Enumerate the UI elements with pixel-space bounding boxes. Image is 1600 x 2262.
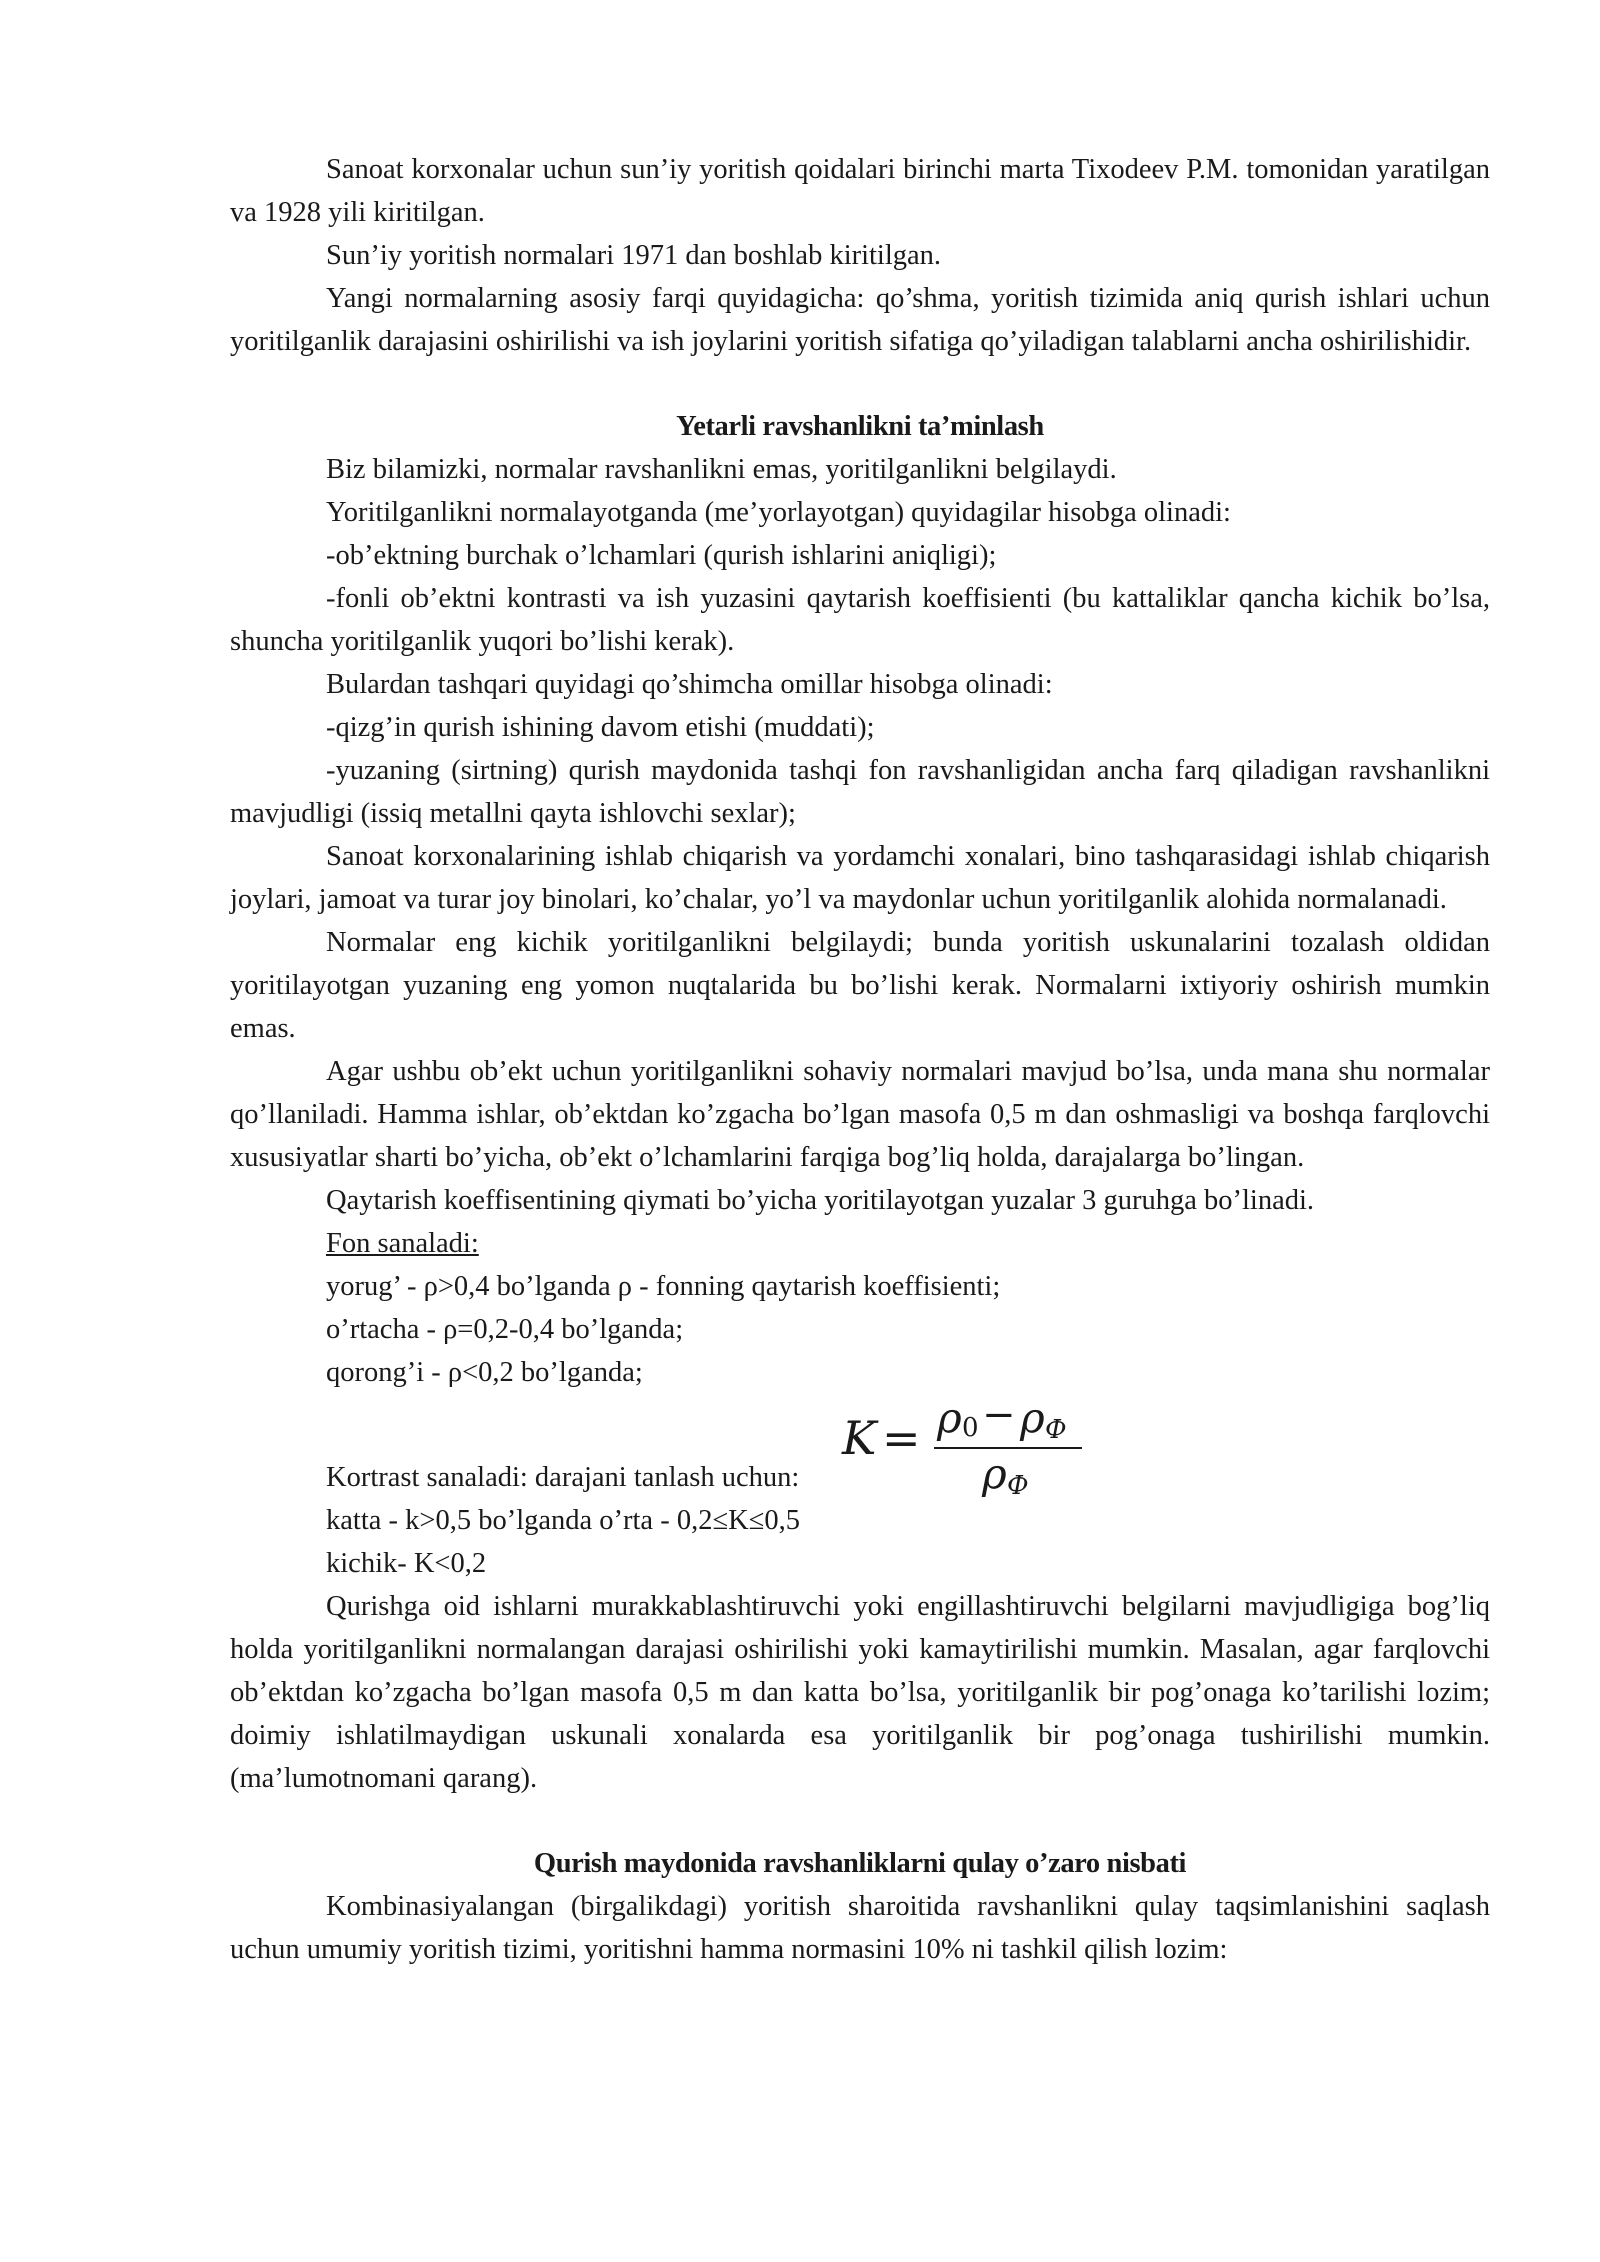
- formula-eq: =: [882, 1411, 921, 1465]
- section-heading: Yetarli ravshanlikni ta’minlash: [676, 411, 1044, 442]
- formula-num-rho: ρ: [937, 1393, 962, 1442]
- fon-label: Fon sanaladi:: [326, 1228, 479, 1259]
- formula-num-subf: Ф: [1045, 1415, 1067, 1445]
- paragraph: Sun’iy yoritish normalari 1971 dan boshlab kiritilgan.: [326, 240, 942, 271]
- paragraph: Agar ushbu ob’ekt uchun yoritilganlikni sohaviy normalari mavjud bo’lsa, unda mana shu normalar qo’llaniladi. Hamma ishlar, ob’ektdan ko’zgacha bo’lgan masofa 0,5 m dan oshmasligi va boshqa farqlovchi xususiyatlar sharti bo’yicha, ob’ekt o’lchamlarini farqiga bog’liq holda, darajalarga bo’lingan.: [230, 1056, 1490, 1173]
- section-heading: Qurish maydonida ravshanliklarni qulay o’zaro nisbati: [533, 1848, 1187, 1879]
- paragraph: -qizg’in qurish ishining davom etishi (muddati);: [326, 712, 875, 743]
- paragraph: Sanoat korxonalarining ishlab chiqarish va yordamchi xonalari, bino tashqarasidagi ishlab chiqarish joylari, jamoat va turar joy binolari, ko’chalar, yo’l va maydonlar uchun yoritilganlik alohida normalanadi.: [230, 841, 1490, 915]
- paragraph: Sanoat korxonalar uchun sun’iy yoritish qoidalari birinchi marta Tixodeev P.M. tomonidan yaratilgan va 1928 yili kiritilgan.: [230, 154, 1490, 228]
- formula-den-rho: ρ: [982, 1449, 1007, 1498]
- paragraph: Bulardan tashqari quyidagi qo’shimcha omillar hisobga olinadi:: [326, 669, 1053, 700]
- paragraph: -ob’ektning burchak o’lchamlari (qurish ishlarini aniqligi);: [326, 540, 997, 571]
- formula-den-subf: Ф: [1007, 1471, 1029, 1501]
- contrast-formula: [842, 1386, 1142, 1506]
- contrast-block: [230, 1392, 1490, 1579]
- paragraph: Yoritilganlikni normalayotganda (me’yorlayotgan) quyidagilar hisobga olinadi:: [326, 497, 1231, 528]
- paragraph: Normalar eng kichik yoritilganlikni belgilaydi; bunda yoritish uskunalarini tozalash oldidan yoritilayotgan yuzaning eng yomon nuqtalarida bu bo’lishi kerak. Normalarni ixtiyoriy oshirish mumkin emas.: [230, 927, 1490, 1044]
- formula-minus: −: [982, 1392, 1016, 1438]
- paragraph: -fonli ob’ektni kontrasti va ish yuzasini qaytarish koeffisienti (bu kattaliklar qancha kichik bo’lsa, shuncha yoritilganlik yuqori bo’lishi kerak).: [230, 583, 1490, 657]
- paragraph: Kombinasiyalangan (birgalikdagi) yoritish sharoitida ravshanlikni qulay taqsimlanishini saqlash uchun umumiy yoritish tizimi, yoritishni hamma normasini 10% ni tashkil qilish lozim:: [230, 1891, 1490, 1965]
- fon-line: qorong’i - ρ<0,2 bo’lganda;: [326, 1357, 643, 1388]
- document-page: [230, 148, 1490, 1971]
- fon-line: o’rtacha - ρ=0,2-0,4 bo’lganda;: [326, 1314, 684, 1345]
- paragraph: -yuzaning (sirtning) qurish maydonida tashqi fon ravshanligidan ancha farq qiladigan ravshanlikni mavjudligi (issiq metallni qayta ishlovchi sexlar);: [230, 755, 1490, 829]
- formula-num-sub0: 0: [962, 1413, 979, 1443]
- formula-svg: [842, 1386, 1142, 1506]
- contrast-line: kichik- K<0,2: [326, 1548, 487, 1579]
- paragraph: Qaytarish koeffisentining qiymati bo’yicha yoritilayotgan yuzalar 3 guruhga bo’linadi.: [326, 1185, 1315, 1216]
- contrast-line: katta - k>0,5 bo’lganda o’rta - 0,2≤K≤0,5: [326, 1505, 800, 1536]
- paragraph: Yangi normalarning asosiy farqi quyidagicha: qo’shma, yoritish tizimida aniq qurish ishlari uchun yoritilganlik darajasini oshirilishi va ish joylarini yoritish sifatiga qo’yiladigan talablarni ancha oshirilishidir.: [230, 283, 1490, 357]
- formula-num-rho2: ρ: [1020, 1393, 1045, 1442]
- contrast-line: Kortrast sanaladi: darajani tanlash uchun:: [326, 1462, 800, 1493]
- fon-label-line: [230, 1222, 1490, 1265]
- fon-line: yorug’ - ρ>0,4 bo’lganda ρ - fonning qaytarish koeffisienti;: [326, 1271, 1001, 1302]
- formula-lhs: K: [842, 1411, 877, 1465]
- paragraph: Biz bilamizki, normalar ravshanlikni emas, yoritilganlikni belgilaydi.: [326, 454, 1117, 485]
- paragraph: Qurishga oid ishlarni murakkablashtiruvchi yoki engillashtiruvchi belgilarni mavjudligiga bog’liq holda yoritilganlikni normalangan darajasi oshirilishi yoki kamaytirilishi mumkin. Masalan, agar farqlovchi ob’ektdan ko’zgacha bo’lgan masofa 0,5 m dan katta bo’lsa, yoritilganlik bir pog’onaga ko’tarilishi lozim; doimiy ishlatilmaydigan uskunali xonalarda esa yoritilganlik bir pog’onaga tushirilishi mumkin. (ma’lumotnomani qarang).: [230, 1591, 1490, 1794]
